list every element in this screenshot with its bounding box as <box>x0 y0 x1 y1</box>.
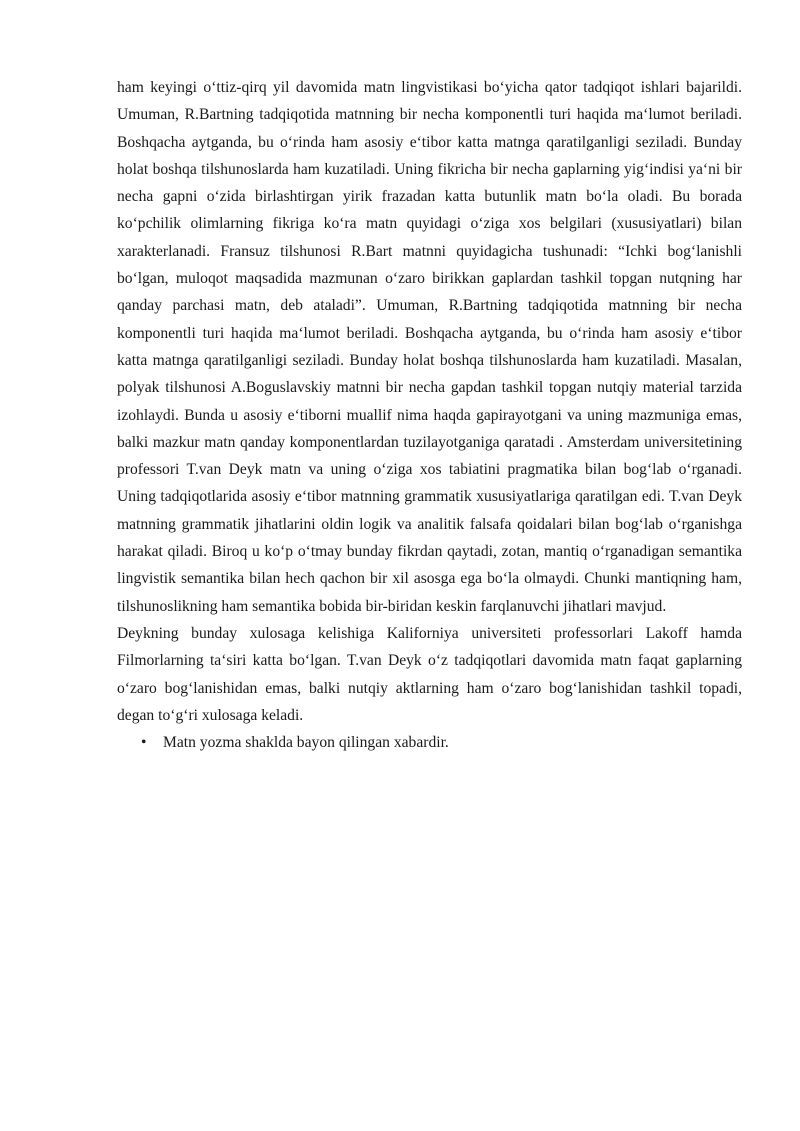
list-item <box>117 729 742 756</box>
paragraph-2: Deykning bunday xulosaga kelishiga Kaliforniya universiteti professorlari Lakoff hamda Filmorlarning ta‘siri katta bo‘lgan. T.van Deyk o‘z tadqiqotlari davomida matn faqat gaplarning o‘zaro bog‘lanishidan emas, balki nutqiy aktlarning ham o‘zaro bog‘lanishidan tashkil topadi, degan to‘g‘ri xulosaga keladi. <box>117 624 742 724</box>
paragraph-1: ham keyingi o‘ttiz-qirq yil davomida matn lingvistikasi bo‘yicha qator tadqiqot ishlari bajarildi. Umuman, R.Bartning tadqiqotida matnning bir necha komponentli turi haqida ma‘lumot beriladi. Boshqacha aytganda, bu o‘rinda ham asosiy e‘tibor katta matnga qaratilganligi seziladi. Bunday holat boshqa tilshunoslarda ham kuzatiladi. Uning fikricha bir necha gaplarning yig‘indisi ya‘ni bir necha gapni o‘zida birlashtirgan yirik frazadan katta butunlik matn bo‘la oladi. Bu borada ko‘pchilik olimlarning fikriga ko‘ra matn quyidagi o‘ziga xos belgilari (xususiyatlari) bilan xarakterlanadi. Fransuz tilshunosi R.Bart matnni quyidagicha tushunadi: “Ichki bog‘lanishli bo‘lgan, muloqot maqsadida mazmunan o‘zaro birikkan gaplardan tashkil topgan nutqning har qanday parchasi matn, deb ataladi”. Umuman, R.Bartning tadqiqotida matnning bir necha komponentli turi haqida ma‘lumot beriladi. Boshqacha aytganda, bu o‘rinda ham asosiy e‘tibor katta matnga qaratilganligi seziladi. Bunday holat boshqa tilshunoslarda ham kuzatiladi. Masalan, polyak tilshunosi A.Boguslavskiy matnni bir necha gapdan tashkil topgan nutqiy material tarzida izohlaydi. Bunda u asosiy e‘tiborni muallif nima haqda gapirayotgani va uning mazmuniga emas, balki mazkur matn qanday komponentlardan tuzilayotganiga qaratadi . Amsterdam universitetining professori T.van Deyk matn va uning o‘ziga xos tabiatini pragmatika bilan bog‘lab o‘rganadi. Uning tadqiqotlarida asosiy e‘tibor matnning grammatik xususiyatlariga qaratilgan edi. T.van Deyk matnning grammatik jihatlarini oldin logik va analitik falsafa qoidalari bilan bog‘lab o‘rganishga harakat qiladi. Biroq u ko‘p o‘tmay bunday fikrdan qaytadi, zotan, mantiq o‘rganadigan semantika lingvistik semantika bilan hech qachon bir xil asosga ega bo‘la olmaydi. Chunki mantiqning ham, tilshunoslikning ham semantika bobida bir-biridan keskin farqlanuvchi jihatlari mavjud. <box>117 79 742 615</box>
bullet-marker: • <box>141 734 147 752</box>
bullet-list <box>117 729 742 756</box>
list-item-text: Matn yozma shaklda bayon qilingan xabardir. <box>163 734 449 752</box>
document-page <box>117 74 742 756</box>
